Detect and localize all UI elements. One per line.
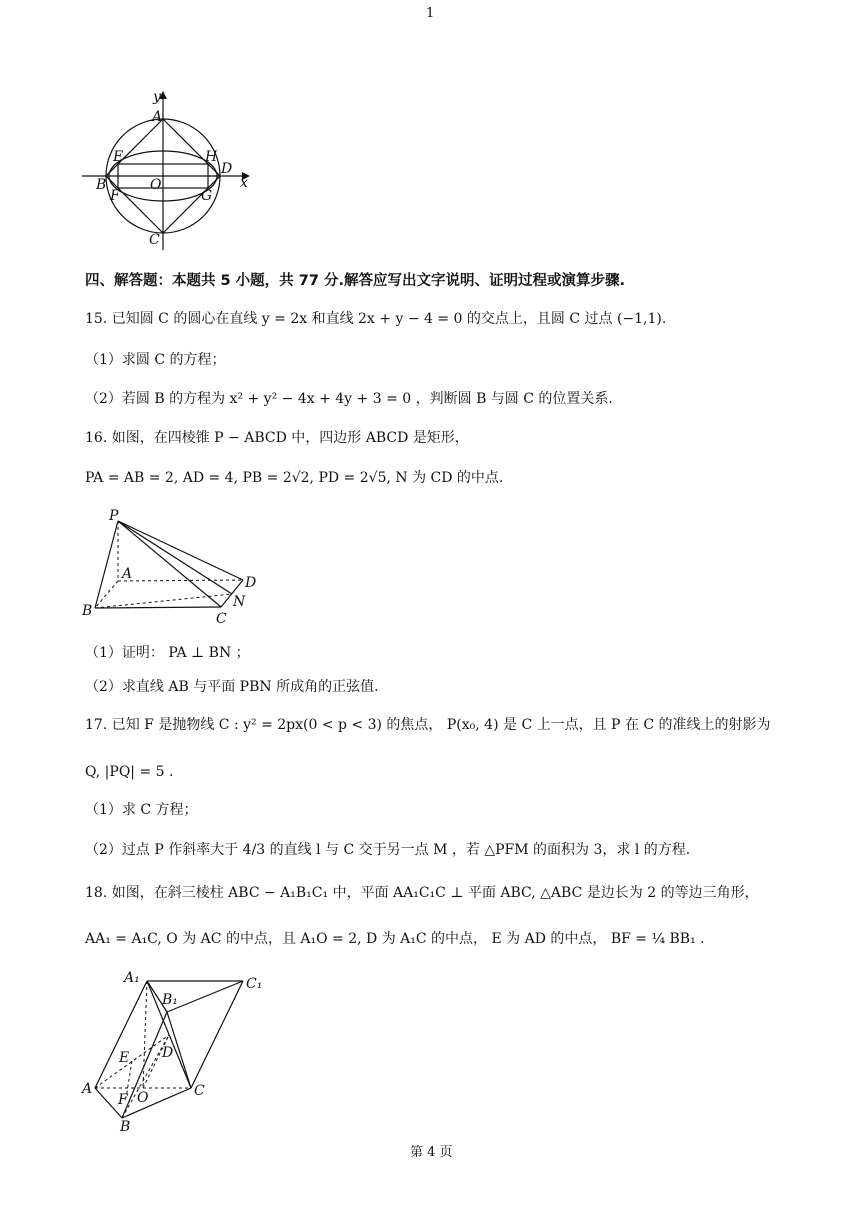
p18-stem2: AA₁ = A₁C, O 为 AC 的中点，且 A₁O = 2, D 为 A₁C 的中点， E 为 AD 的中点， BF = ¼ BB₁ . (85, 931, 705, 947)
label-A: A (82, 1081, 93, 1097)
label-x: x (240, 175, 248, 191)
label-B: B (82, 603, 93, 619)
label-H: H (205, 149, 218, 165)
label-E: E (119, 1050, 130, 1066)
p15-q2: （2）若圆 B 的方程为 x² + y² − 4x + 4y + 3 = 0 ，判断圆 B 与圆 C 的位置关系. (85, 391, 613, 407)
p17-stem: 17. 已知 F 是抛物线 C : y² = 2px(0 < p < 3) 的焦点， P(x₀, 4) 是 C 上一点，且 P 在 C 的准线上的射影为 (85, 717, 771, 733)
p16-q2: （2）求直线 AB 与平面 PBN 所成角的正弦值. (85, 679, 379, 695)
label-D: D (162, 1045, 174, 1061)
p18-stem: 18. 如图，在斜三棱柱 ABC − A₁B₁C₁ 中，平面 AA₁C₁C ⊥ 平面 ABC, △ABC 是边长为 2 的等边三角形， (85, 885, 759, 901)
label-D: D (245, 575, 257, 591)
p17-q2: （2）过点 P 作斜率大于 4/3 的直线 l 与 C 交于另一点 M ，若 △PFM 的面积为 3，求 l 的方程. (85, 842, 691, 858)
label-F: F (118, 1092, 128, 1108)
p16-q1: （1）证明： PA ⊥ BN ； (85, 645, 250, 661)
label-O: O (150, 177, 162, 193)
label-y: y (153, 89, 161, 105)
label-C1: C₁ (246, 976, 263, 992)
label-C: C (216, 611, 227, 627)
label-A: A (122, 566, 133, 582)
p17-q1: （1）求 C 方程； (85, 802, 198, 818)
footer-page-label: 第 4 页 (410, 1145, 453, 1160)
label-F: F (110, 188, 120, 204)
label-B: B (96, 177, 107, 193)
label-D: D (221, 161, 233, 177)
label-N: N (233, 594, 246, 610)
label-C: C (149, 232, 160, 248)
label-B: B (120, 1119, 131, 1135)
label-A: A (152, 109, 163, 125)
label-A1: A₁ (124, 970, 140, 986)
label-G: G (201, 188, 213, 204)
p15-q1: （1）求圆 C 的方程； (85, 352, 226, 368)
label-B1: B₁ (162, 992, 178, 1008)
section-heading: 四、解答题：本题共 5 小题，共 77 分.解答应写出文字说明、证明过程或演算步骤. (85, 273, 625, 289)
label-O: O (137, 1090, 149, 1106)
label-C: C (194, 1083, 205, 1099)
p15-stem: 15. 已知圆 C 的圆心在直线 y = 2x 和直线 2x + y − 4 = 0 的交点上，且圆 C 过点 (−1,1). (85, 311, 667, 327)
label-E: E (113, 149, 124, 165)
p17-stem2: Q, |PQ| = 5 . (85, 764, 174, 780)
label-P: P (109, 508, 119, 524)
p16-stem: 16. 如图，在四棱锥 P − ABCD 中，四边形 ABCD 是矩形， (85, 430, 469, 446)
header-page-number: 1 (426, 6, 435, 21)
p16-stem2: PA = AB = 2, AD = 4, PB = 2√2, PD = 2√5, N 为 CD 的中点. (85, 470, 504, 486)
